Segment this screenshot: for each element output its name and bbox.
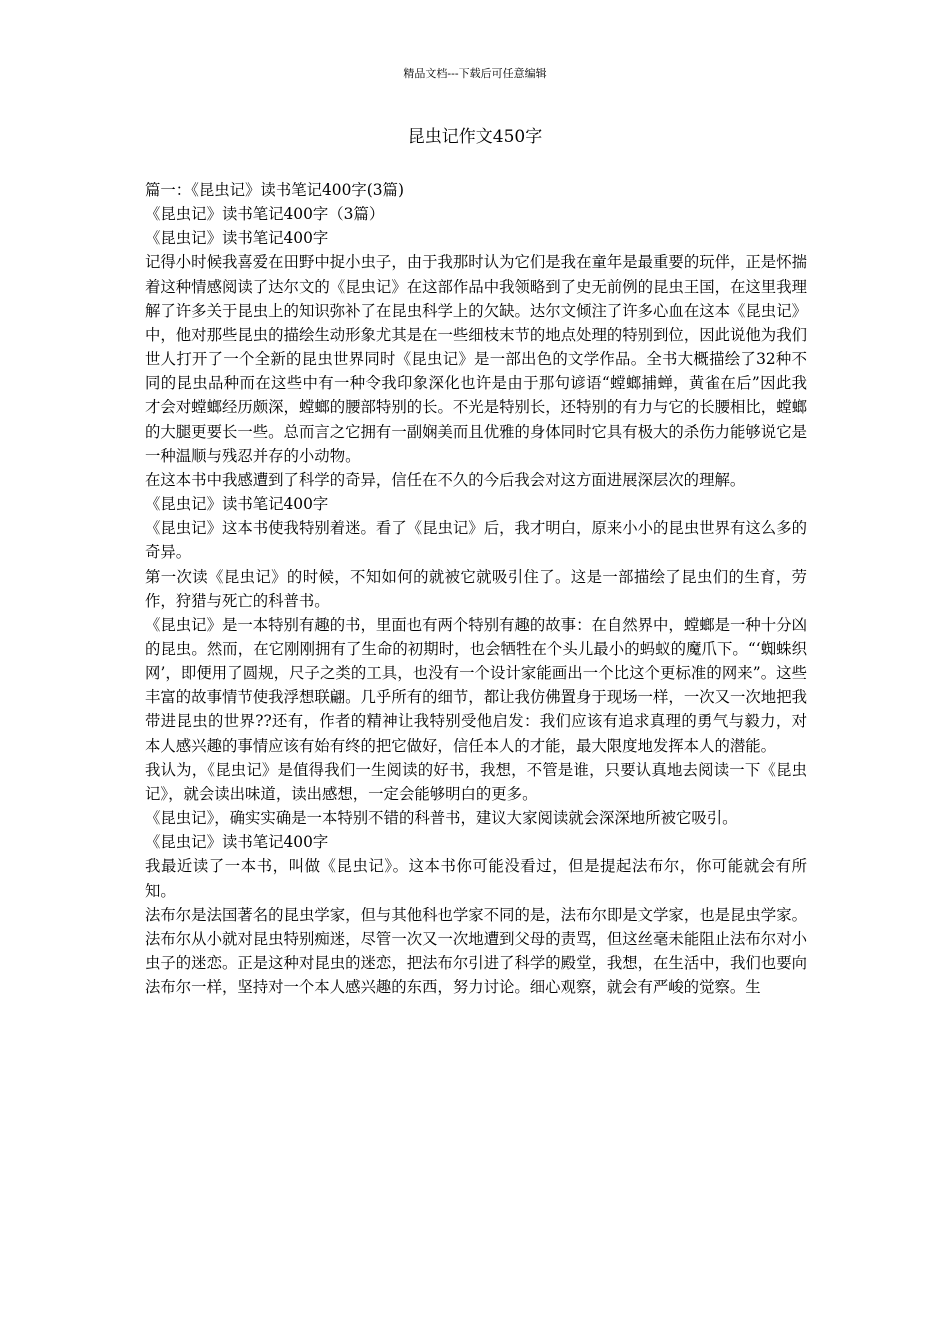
paragraph: 我最近读了一本书，叫做《昆虫记》。这本书你可能没看过，但是提起法布尔，你可能就会有所知。 (145, 857, 807, 900)
header-note: 精品文档---下载后可任意编辑 (403, 67, 547, 80)
document-title: 昆虫记作文450字 (407, 127, 543, 147)
paragraph: 第一次读《昆虫记》的时候，不知如何的就被它就吸引住了。这是一部描绘了昆虫们的生育，劳作，狩猎与死亡的科普书。 (145, 567, 807, 610)
paragraph: 篇一：《昆虫记》读书笔记400字(3篇) (145, 181, 404, 199)
paragraph: 《昆虫记》读书笔记400字 (145, 833, 329, 852)
paragraph: 在这本书中我感遭到了科学的奇异，信任在不久的今后我会对这方面进展深层次的理解。 (145, 470, 746, 489)
paragraph: 《昆虫记》读书笔记400字 (145, 229, 329, 248)
paragraph: 《昆虫记》是一本特别有趣的书，里面也有两个特别有趣的故事：在自然界中，螳螂是一种十分凶的昆虫。然而，在它刚刚拥有了生命的初期时，也会牺牲在个头儿最小的蚂蚁的魔爪下。“‘蜘蛛织网’，即便用了圆规，尺子之类的工具，也没有一个设计家能画出一个比这个更标准的网来”。这些丰富的故事情节使我浮想联翩。几乎所有的细节，都让我仿佛置身于现场一样，一次又一次地把我带进昆虫的世界??还有，作者的精神让我特别受他启发：我们应该有追求真理的勇气与毅力，对本人感兴趣的事情应该有始有终的把它做好，信任本人的才能，最大限度地发挥本人的潜能。 (145, 615, 807, 755)
paragraph: 我认为，《昆虫记》是值得我们一生阅读的好书，我想，不管是谁，只要认真地去阅读一下《昆虫记》，就会读出味道，读出感想，一定会能够明白的更多。 (145, 760, 807, 803)
paragraph: 记得小时候我喜爱在田野中捉小虫子，由于我那时认为它们是我在童年是最重要的玩伴，正是怀揣着这种情感阅读了达尔文的《昆虫记》在这部作品中我领略到了史无前例的昆虫王国，在这里我理解了许多关于昆虫上的知识弥补了在昆虫科学上的欠缺。达尔文倾注了许多心血在这本《昆虫记》中，他对那些昆虫的描绘生动形象尤其是在一些细枝末节的地点处理的特别到位，因此说他为我们世人打开了一个全新的昆虫世界同时《昆虫记》是一部出色的文学作品。全书大概描绘了32种不同的昆虫品种而在这些中有一种令我印象深化也许是由于那句谚语“螳螂捕蝉，黄雀在后”因此我才会对螳螂经历颇深，螳螂的腰部特别的长。不光是特别长，还特别的有力与它的长腰相比，螳螂的大腿更要长一些。总而言之它拥有一副娴美而且优雅的身体同时它具有极大的杀伤力能够说它是一种温顺与残忍并存的小动物。 (145, 253, 807, 465)
paragraph: 《昆虫记》这本书使我特别着迷。看了《昆虫记》后，我才明白，原来小小的昆虫世界有这么多的奇异。 (145, 519, 807, 562)
paragraph: 《昆虫记》，确实实确是一本特别不错的科普书，建议大家阅读就会深深地所被它吸引。 (145, 809, 738, 828)
paragraph: 《昆虫记》读书笔记400字（3篇） (145, 205, 385, 224)
document-body (145, 178, 807, 999)
paragraph: 《昆虫记》读书笔记400字 (145, 495, 329, 514)
paragraph: 法布尔是法国著名的昆虫学家，但与其他科也学家不同的是，法布尔即是文学家，也是昆虫学家。法布尔从小就对昆虫特别痴迷，尽管一次又一次地遭到父母的责骂，但这丝毫未能阻止法布尔对小虫子的迷恋。正是这种对昆虫的迷恋，把法布尔引进了科学的殿堂，我想，在生活中，我们也要向法布尔一样，坚持对一个本人感兴趣的东西，努力讨论。细心观察，就会有严峻的觉察。生 (145, 905, 807, 997)
